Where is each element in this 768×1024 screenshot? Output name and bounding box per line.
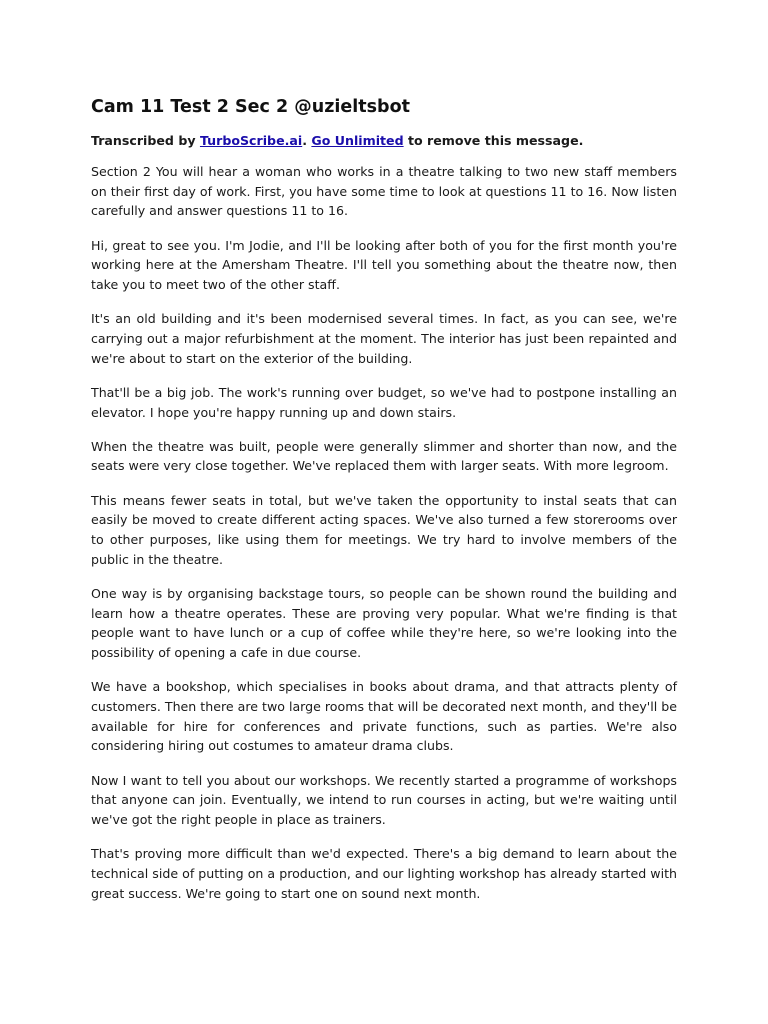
banner-suffix: to remove this message. — [403, 133, 584, 148]
document-page — [91, 96, 677, 918]
paragraph-9: Now I want to tell you about our workshops. We recently started a programme of workshops that anyone can join. Eventually, we intend to run courses in acting, but we're waiting until we've got the right people in place as trainers. — [91, 772, 677, 827]
paragraph-8: We have a bookshop, which specialises in books about drama, and that attracts plenty of customers. Then there are two large rooms that will be decorated next month, and they'll be available for hire for conferences and private functions, such as parties. We're also considering hiring out costumes to amateur drama clubs. — [91, 679, 677, 754]
banner-separator: . — [302, 133, 312, 148]
paragraph-4: That'll be a big job. The work's running over budget, so we've had to postpone installing an elevator. I hope you're happy running up and down stairs. — [91, 384, 677, 420]
paragraph-7: One way is by organising backstage tours, so people can be shown round the building and learn how a theatre operates. These are proving very popular. What we're finding is that people want to have lunch or a cup of coffee while they're here, so we're looking into the possibility of opening a cafe in due course. — [91, 585, 677, 661]
banner-prefix: Transcribed by — [91, 133, 200, 148]
paragraph-5: When the theatre was built, people were generally slimmer and shorter than now, and the seats were very close together. We've replaced them with larger seats. With more legroom. — [91, 438, 677, 474]
transcription-banner — [91, 131, 677, 150]
paragraph-6: This means fewer seats in total, but we've taken the opportunity to instal seats that can easily be moved to create different acting spaces. We've also turned a few storerooms over to other purposes, like using them for meetings. We try hard to involve members of the public in the theatre. — [91, 492, 677, 567]
turboscribe-link[interactable]: TurboScribe.ai — [199, 133, 303, 148]
go-unlimited-link[interactable]: Go Unlimited — [311, 133, 404, 148]
paragraph-3: It's an old building and it's been modernised several times. In fact, as you can see, we're carrying out a major refurbishment at the moment. The interior has just been repainted and we're about to start on the exterior of the building. — [91, 311, 677, 366]
paragraph-2: Hi, great to see you. I'm Jodie, and I'll be looking after both of you for the first month you're working here at the Amersham Theatre. I'll tell you something about the theatre now, then take you to meet two of the other staff. — [91, 237, 677, 293]
document-title: Cam 11 Test 2 Sec 2 @uzieltsbot — [91, 97, 410, 117]
paragraph-10: That's proving more difficult than we'd expected. There's a big demand to learn about the technical side of putting on a production, and our lighting workshop has already started with great success. We're going to start one on sound next month. — [91, 846, 677, 901]
paragraph-1: Section 2 You will hear a woman who works in a theatre talking to two new staff members on their first day of work. First, you have some time to look at questions 11 to 16. Now listen carefully and answer questions 11 to 16. — [91, 164, 677, 219]
